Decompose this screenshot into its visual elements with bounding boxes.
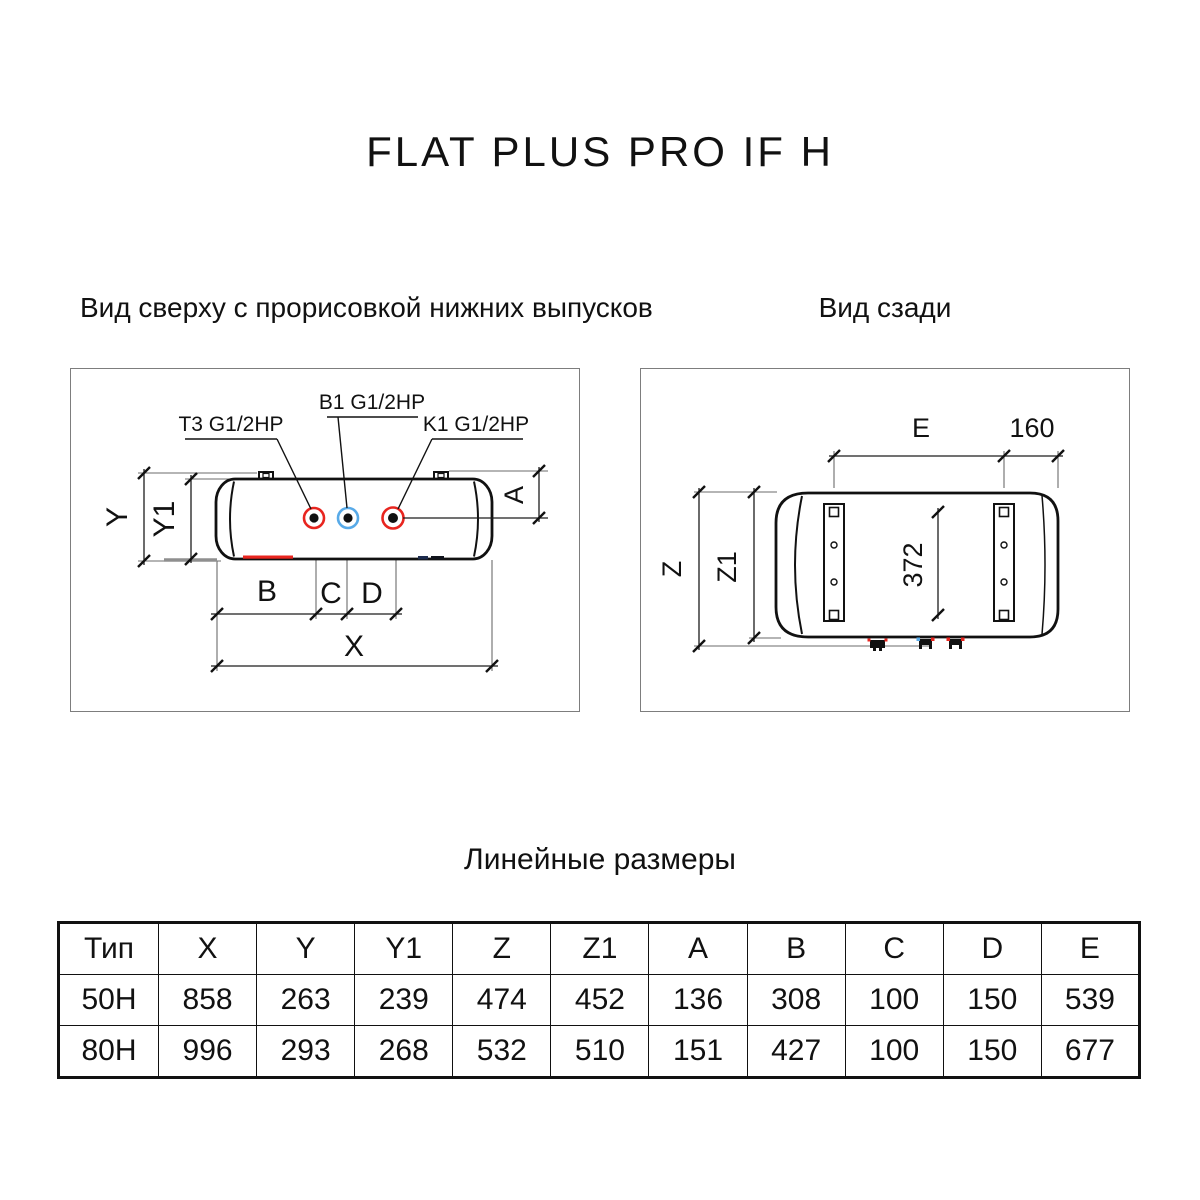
mounting-rail-right — [994, 504, 1014, 621]
table-header-cell: A — [649, 923, 747, 975]
bracket-tab-left-slot — [263, 474, 269, 478]
table-cell: 539 — [1041, 975, 1139, 1026]
table-title: Линейные размеры — [464, 843, 736, 876]
dim-label-160: 160 — [1009, 413, 1055, 443]
table-header-cell: Z — [453, 923, 551, 975]
table-header-cell: C — [845, 923, 943, 975]
table-header-cell: Тип — [59, 923, 159, 975]
page-title: FLAT PLUS PRO IF H — [366, 128, 834, 175]
pipe-port-hot — [947, 638, 965, 650]
table-cell: 474 — [453, 975, 551, 1026]
rear-view-drawing — [641, 369, 1127, 709]
table-header-cell: X — [159, 923, 257, 975]
dim-label-y1: Y1 — [148, 500, 181, 538]
top-view-title: Вид сверху с прорисовкой нижних выпусков — [80, 292, 653, 323]
dim-label-z: Z — [657, 560, 687, 578]
table-cell: 996 — [159, 1026, 257, 1078]
table-header-cell: B — [747, 923, 845, 975]
table-cell: 150 — [943, 975, 1041, 1026]
bracket-tab-right-slot — [438, 474, 444, 478]
rear-view-title: Вид сзади — [818, 292, 952, 323]
dim-label-x: X — [343, 630, 365, 663]
dim-label-372: 372 — [898, 542, 928, 588]
table-cell: 100 — [845, 975, 943, 1026]
table-cell: 50H — [59, 975, 159, 1026]
top-view-drawing — [71, 369, 577, 709]
table-cell: 858 — [159, 975, 257, 1026]
dim-label-c: C — [320, 577, 342, 610]
table-row — [59, 1026, 1140, 1078]
table-header-cell: Y — [257, 923, 355, 975]
table-header-cell: Y1 — [355, 923, 453, 975]
table-header-cell: Z1 — [551, 923, 649, 975]
table-cell: 452 — [551, 975, 649, 1026]
dark-mark-2 — [431, 556, 444, 559]
table-cell: 677 — [1041, 1026, 1139, 1078]
table-cell: 427 — [747, 1026, 845, 1078]
table-cell: 136 — [649, 975, 747, 1026]
dim-label-e: E — [911, 413, 931, 443]
table-cell: 151 — [649, 1026, 747, 1078]
port-label-b1: B1 G1/2HP — [318, 391, 426, 414]
table-row — [59, 975, 1140, 1026]
pipe-port-cold — [917, 638, 935, 650]
dim-label-a: A — [499, 485, 529, 505]
port-label-t3: T3 G1/2HP — [178, 413, 284, 436]
safety-valve — [868, 639, 888, 652]
table-header-cell: D — [943, 923, 1041, 975]
dim-label-z1: Z1 — [712, 551, 742, 583]
dim-label-d: D — [361, 577, 383, 610]
table-cell: 100 — [845, 1026, 943, 1078]
table-header-row — [59, 923, 1140, 975]
dimensions-table — [57, 921, 1141, 1079]
table-cell: 80H — [59, 1026, 159, 1078]
table-cell: 263 — [257, 975, 355, 1026]
table-cell: 293 — [257, 1026, 355, 1078]
rear-view-frame — [640, 368, 1130, 712]
table-cell: 510 — [551, 1026, 649, 1078]
table-cell: 268 — [355, 1026, 453, 1078]
dark-mark-1 — [418, 556, 428, 559]
top-view-frame — [70, 368, 580, 712]
port-label-k1: K1 G1/2HP — [422, 413, 530, 436]
table-cell: 150 — [943, 1026, 1041, 1078]
dim-label-b: B — [256, 575, 278, 608]
tank-body-top-view — [216, 479, 492, 559]
red-strip — [243, 556, 293, 559]
dim-label-y: Y — [101, 506, 134, 528]
table-cell: 239 — [355, 975, 453, 1026]
mounting-rail-left — [824, 504, 844, 621]
table-cell: 308 — [747, 975, 845, 1026]
table-header-cell: E — [1041, 923, 1139, 975]
table-cell: 532 — [453, 1026, 551, 1078]
